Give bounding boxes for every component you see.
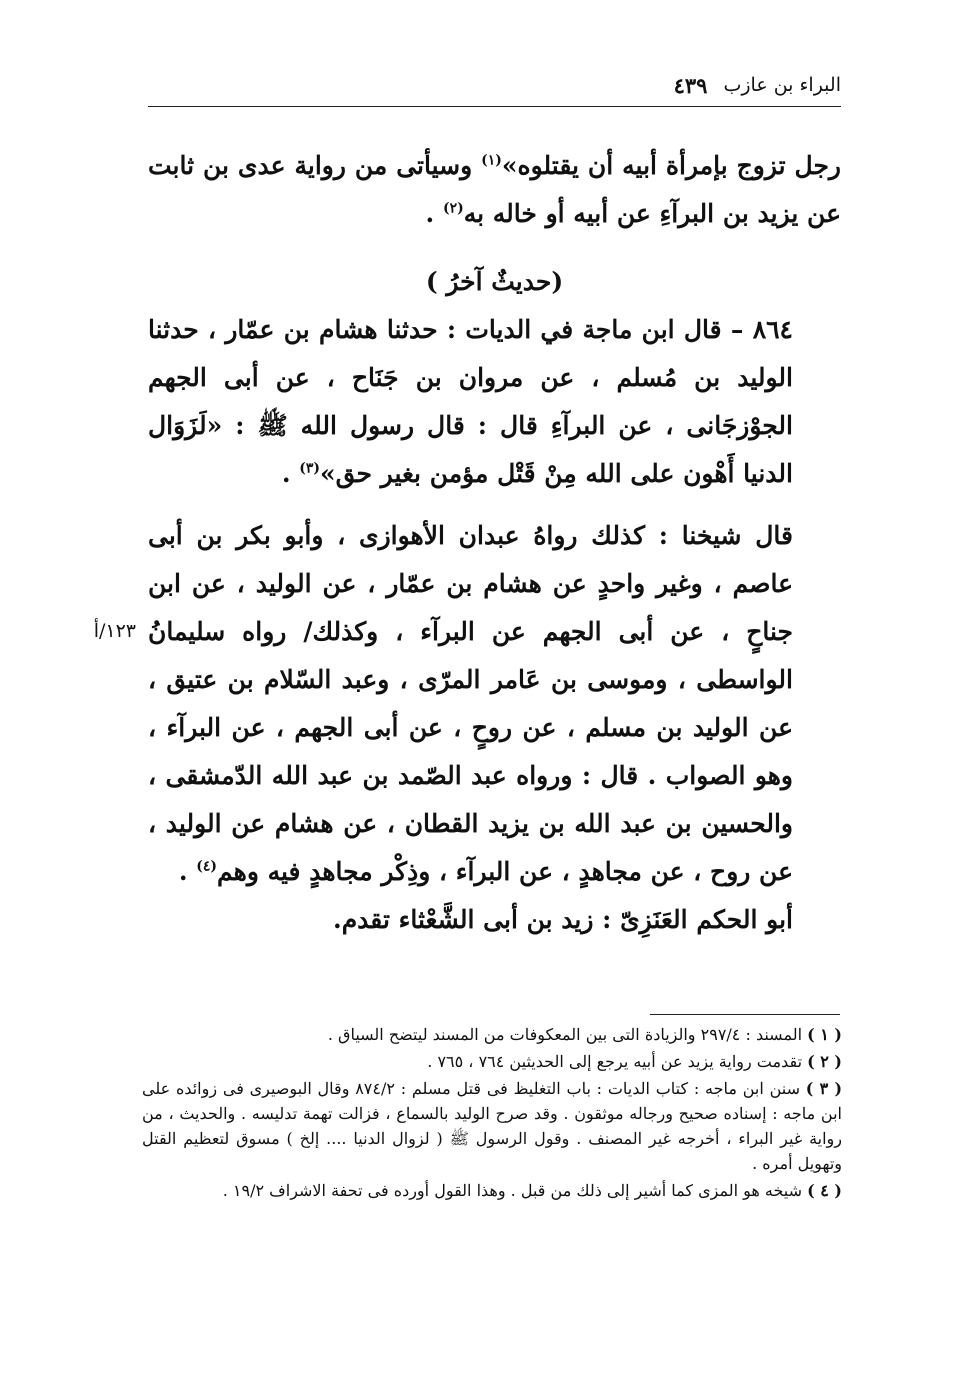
running-header bbox=[148, 66, 841, 104]
footnote-text: تقدمت رواية يزيد عن أبيه يرجع إلى الحديثين ٧٦٤ ، ٧٦٥ . bbox=[427, 1052, 803, 1071]
main-text bbox=[148, 142, 841, 944]
footnote-ref: (٣) bbox=[299, 460, 321, 477]
footnote-4 bbox=[142, 1178, 842, 1203]
text-span: رجل تزوج بإمرأة أبيه أن يقتلوه» bbox=[501, 151, 841, 180]
footnote-text: سنن ابن ماجه : كتاب الديات : باب التغليظ فى قتل مسلم : ٨٧٤/٢ وقال البوصيرى فى زوائده على ابن ماجه : إسناده صحيح ورجاله موثقون . وقد صرح الوليد بالسماع ، فزالت تهمة تدليسه . والحديث ، من رواية غير البراء ، أخرجه غير المصنف . وقول الرسول ﷺ ( لزوال الدنيا .... إلخ ) مسوق لتعظيم القتل وتهويل أمره . bbox=[142, 1079, 842, 1173]
paragraph-continuation bbox=[148, 142, 841, 238]
text-span: . bbox=[281, 459, 300, 488]
header-rule bbox=[148, 106, 841, 107]
footnote-text: المسند : ٢٩٧/٤ والزيادة التى بين المعكوفات من المسند ليتضح السياق . bbox=[327, 1025, 803, 1044]
page-number: ٤٣٩ bbox=[673, 72, 708, 98]
footnote-2 bbox=[142, 1049, 842, 1074]
footnotes bbox=[142, 1022, 842, 1205]
commentary-paragraph bbox=[148, 512, 841, 896]
text-span: قال شيخنا : كذلك رواهُ عبدان الأهوازى ، وأبو بكر بن أبى عاصم ، وغير واحدٍ عن هشام بن عمّار ، عن الوليد ، عن ابن جناحٍ ، عن أبى الجهم عن البرآء ، وكذلك/ رواه سليمانُ الواسطى ، وموسى بن عَامر المرّى ، وعبد السّلام بن عتيق ، عن الوليد بن مسلم ، عن روحٍ ، عن أبى الجهم ، عن البرآء ، وهو الصواب . قال : ورواه عبد الصّمد بن عبد الله الدّمشقى ، والحسين بن عبد الله بن يزيد القطان ، عن هشام عن الوليد ، عن روح ، عن مجاهدٍ ، عن البرآء ، وذِكْر مجاهدٍ فيه وهم bbox=[148, 521, 793, 886]
footnote-rule bbox=[650, 1014, 840, 1015]
footnote-3 bbox=[142, 1076, 842, 1176]
footnote-ref: (٤) bbox=[196, 858, 218, 875]
footnote-1 bbox=[142, 1022, 842, 1047]
footnote-number: ( ٣ ) bbox=[805, 1079, 843, 1098]
footnote-ref: (١) bbox=[481, 152, 502, 169]
text-span: وسيأتى من رواية عدى بن ثابت عن يزيد بن البرآءِ عن أبيه أو خاله به bbox=[148, 151, 841, 228]
margin-folio-note: ١٢٣/أ bbox=[93, 620, 136, 642]
text-span: . bbox=[178, 857, 197, 886]
text-span: . bbox=[425, 199, 443, 228]
section-heading: (حديثٌ آخرُ ) bbox=[425, 267, 564, 296]
narrator-paragraph: أبو الحكم العَنَزِىّ : زيد بن أبى الشَّعْثاء تقدم. bbox=[333, 905, 793, 934]
header-title: البراء بن عازب bbox=[723, 74, 841, 96]
hadith-paragraph bbox=[148, 306, 841, 498]
footnote-number: ( ٤ ) bbox=[807, 1181, 842, 1200]
footnote-number: ( ٢ ) bbox=[807, 1052, 842, 1071]
footnote-number: ( ١ ) bbox=[807, 1025, 842, 1044]
footnote-text: شيخه هو المزى كما أشير إلى ذلك من قبل . وهذا القول أورده فى تحفة الاشراف ١٩/٢ . bbox=[222, 1181, 803, 1200]
text-span: ٨٦٤ – قال ابن ماجة في الديات : حدثنا هشام بن عمّار ، حدثنا الوليد بن مُسلم ، عن مروان بن جَنَاح ، عن أبى الجهم الجوْزجَانى ، عن البرآءِ قال : قال رسول الله ﷺ : «لَزَوَال الدنيا أَهْون على الله مِنْ قَتْل مؤمن بغير حق» bbox=[148, 315, 793, 488]
footnote-ref: (٢) bbox=[442, 200, 464, 217]
